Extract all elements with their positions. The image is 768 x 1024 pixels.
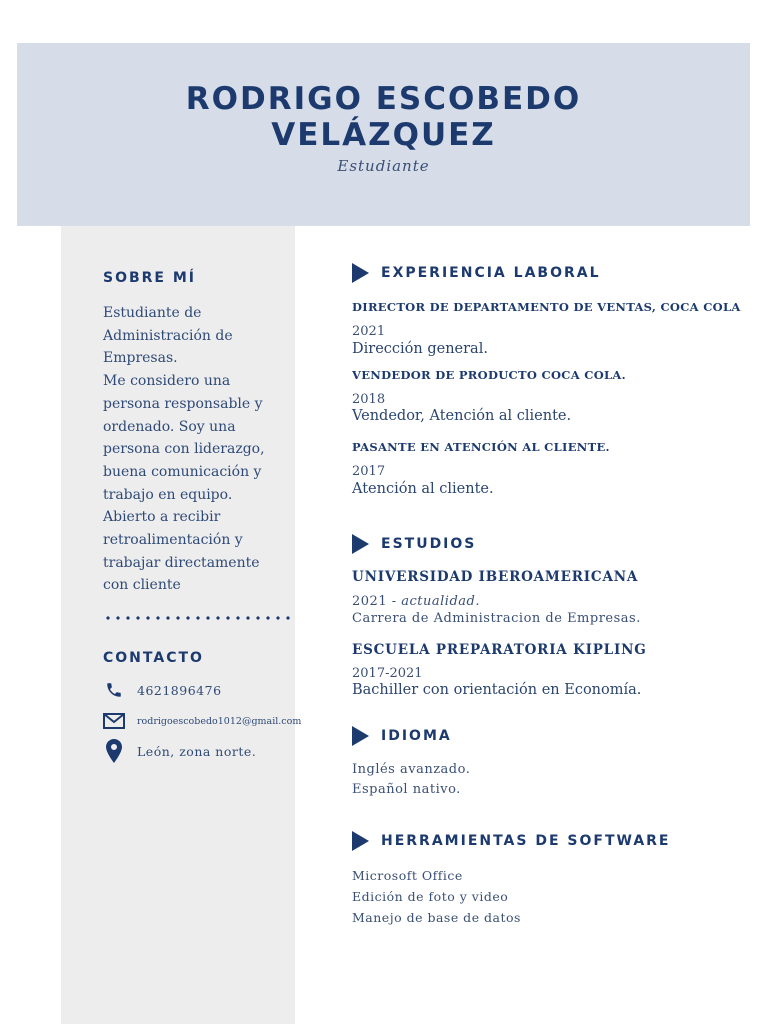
full-name (17, 81, 750, 153)
job-year: 2017 (352, 464, 386, 479)
school-name: ESCUELA PREPARATORIA KIPLING (352, 642, 647, 658)
contact-phone (103, 680, 222, 700)
job-description: Dirección general. (352, 341, 488, 357)
years-start: 2021 - (352, 594, 402, 609)
job-year: 2021 (352, 324, 386, 339)
envelope-icon (103, 711, 125, 731)
job-title: DIRECTOR DE DEPARTAMENTO DE VENTAS, COCA COLA (352, 300, 741, 314)
header-banner (17, 43, 750, 226)
job-description: Vendedor, Atención al cliente. (352, 408, 572, 424)
location-pin-icon (103, 741, 125, 761)
software-item: Microsoft Office (352, 868, 463, 883)
school-program: Carrera de Administracion de Empresas. (352, 611, 641, 626)
job-title: VENDEDOR DE PRODUCTO COCA COLA. (352, 368, 626, 382)
phone-number[interactable]: 4621896476 (137, 682, 222, 698)
experience-title: EXPERIENCIA LABORAL (381, 265, 601, 281)
years-current: actualidad. (401, 594, 480, 609)
triangle-bullet-icon (352, 831, 369, 851)
education-title: ESTUDIOS (381, 536, 477, 552)
software-item: Edición de foto y video (352, 889, 509, 904)
email-address[interactable]: rodrigoescobedo1012@gmail.com (137, 715, 302, 727)
school-years (352, 594, 480, 609)
about-title: SOBRE MÍ (103, 270, 197, 286)
dotted-divider (103, 615, 293, 621)
language-item: Inglés avanzado. (352, 762, 471, 777)
name-line-2: VELÁZQUEZ (271, 117, 496, 153)
location-text: León, zona norte. (137, 743, 257, 759)
school-name: UNIVERSIDAD IBEROAMERICANA (352, 569, 639, 585)
contact-location (103, 741, 256, 761)
triangle-bullet-icon (352, 726, 369, 746)
languages-title: IDIOMA (381, 728, 452, 744)
triangle-bullet-icon (352, 263, 369, 283)
about-text: Estudiante de Administración de Empresas. Me considero una persona responsable y ordenado. Soy una persona con liderazgo, buena comunicación y trabajo en equipo. Abierto a recibir retroalimentación y trabajar directamente con cliente (103, 305, 265, 594)
education-heading (352, 534, 476, 554)
experience-heading (352, 263, 601, 283)
name-line-1: RODRIGO ESCOBEDO (185, 81, 582, 117)
job-title: PASANTE EN ATENCIÓN AL CLIENTE. (352, 440, 610, 454)
languages-heading (352, 726, 452, 746)
language-item: Español nativo. (352, 782, 461, 797)
software-item: Manejo de base de datos (352, 910, 521, 925)
school-program: Bachiller con orientación en Economía. (352, 682, 642, 698)
job-subtitle: Estudiante (337, 157, 430, 175)
contact-email (103, 711, 301, 731)
school-years: 2017-2021 (352, 666, 423, 681)
phone-icon (103, 680, 125, 700)
triangle-bullet-icon (352, 534, 369, 554)
job-year: 2018 (352, 392, 386, 407)
software-title: HERRAMIENTAS DE SOFTWARE (381, 833, 671, 849)
sidebar (61, 226, 302, 1024)
contact-title: CONTACTO (103, 650, 204, 666)
software-heading (352, 831, 671, 851)
job-description: Atención al cliente. (352, 481, 494, 497)
